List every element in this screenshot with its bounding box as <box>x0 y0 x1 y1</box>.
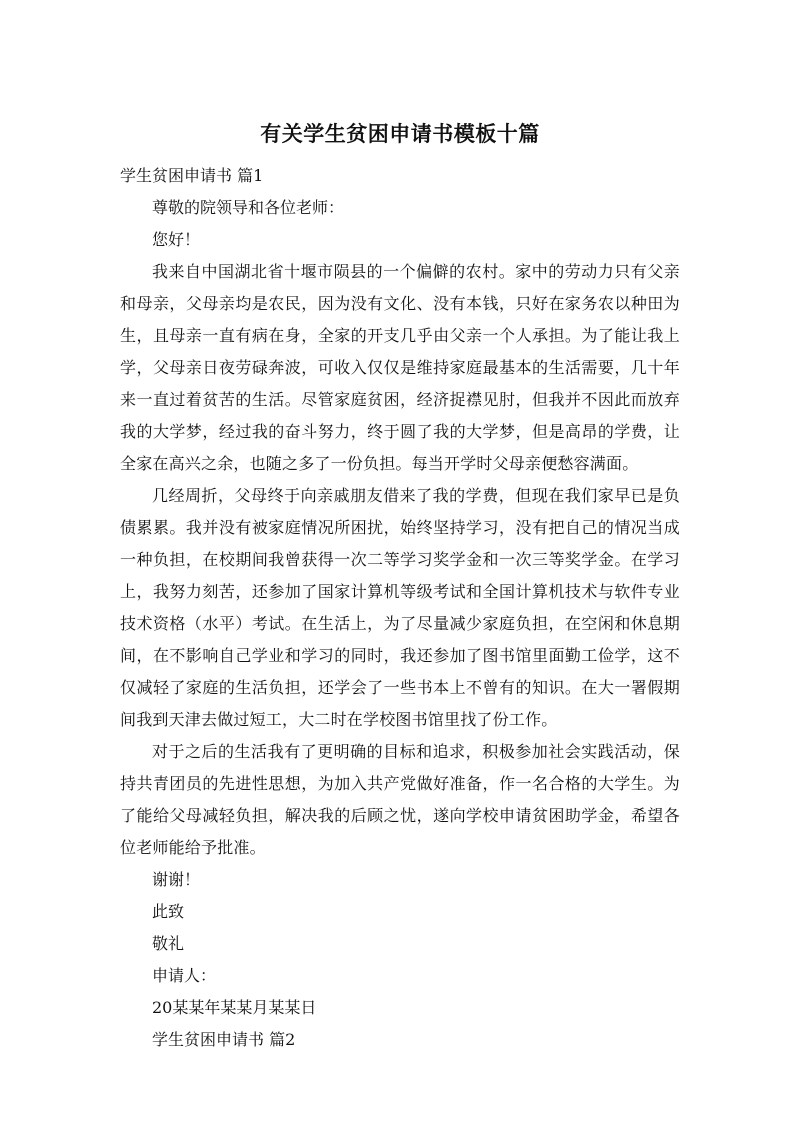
document-body <box>120 160 680 1056</box>
date-line: 20某某年某某月某某日 <box>152 998 317 1017</box>
closing-line-1: 此致 <box>152 902 185 921</box>
section-heading-1: 学生贫困申请书 篇1 <box>120 166 264 185</box>
document-title: 有关学生贫困申请书模板十篇 <box>260 122 540 146</box>
greeting: 您好！ <box>152 230 201 249</box>
paragraph-1: 我来自中国湖北省十堰市陨县的一个偏僻的农村。家中的劳动力只有父亲和母亲，父母亲均是农民，因为没有文化、没有本钱，只好在家务农以种田为生，且母亲一直有病在身，全家的开支几乎由父亲一个人承担。为了能让我上学，父母亲日夜劳碌奔波，可收入仅仅是维持家庭最基本的生活需要，几十年来一直过着贫苦的生活。尽管家庭贫困，经济捉襟见肘，但我并不因此而放弃我的大学梦，经过我的奋斗努力，终于圆了我的大学梦，但是高昂的学费，让全家在高兴之余，也随之多了一份负担。每当开学时父母亲便愁容满面。 <box>120 262 680 473</box>
applicant-line: 申请人： <box>152 966 217 985</box>
closing-line-2: 敬礼 <box>152 934 185 953</box>
section-heading-2: 学生贫困申请书 篇2 <box>152 1030 296 1049</box>
paragraph-2: 几经周折，父母终于向亲戚朋友借来了我的学费，但现在我们家早已是负债累累。我并没有被家庭情况所困扰，始终坚持学习，没有把自己的情况当成一种负担，在校期间我曾获得一次二等学习奖学金和一次三等奖学金。在学习上，我努力刻苦，还参加了国家计算机等级考试和全国计算机技术与软件专业技术资格（水平）考试。在生活上，为了尽量减少家庭负担，在空闲和休息期间，在不影响自己学业和学习的同时，我还参加了图书馆里面勤工俭学，这不仅减轻了家庭的生活负担，还学会了一些书本上不曾有的知识。在大一署假期间我到天津去做过短工，大二时在学校图书馆里找了份工作。 <box>120 486 680 729</box>
paragraph-3: 对于之后的生活我有了更明确的目标和追求，积极参加社会实践活动，保持共青团员的先进性思想，为加入共产党做好准备，作一名合格的大学生。为了能给父母减轻负担，解决我的后顾之忧，遂向学校申请贫困助学金，希望各位老师能给予批准。 <box>120 742 680 857</box>
thanks-line: 谢谢！ <box>152 870 201 889</box>
salutation: 尊敬的院领导和各位老师： <box>152 198 345 217</box>
